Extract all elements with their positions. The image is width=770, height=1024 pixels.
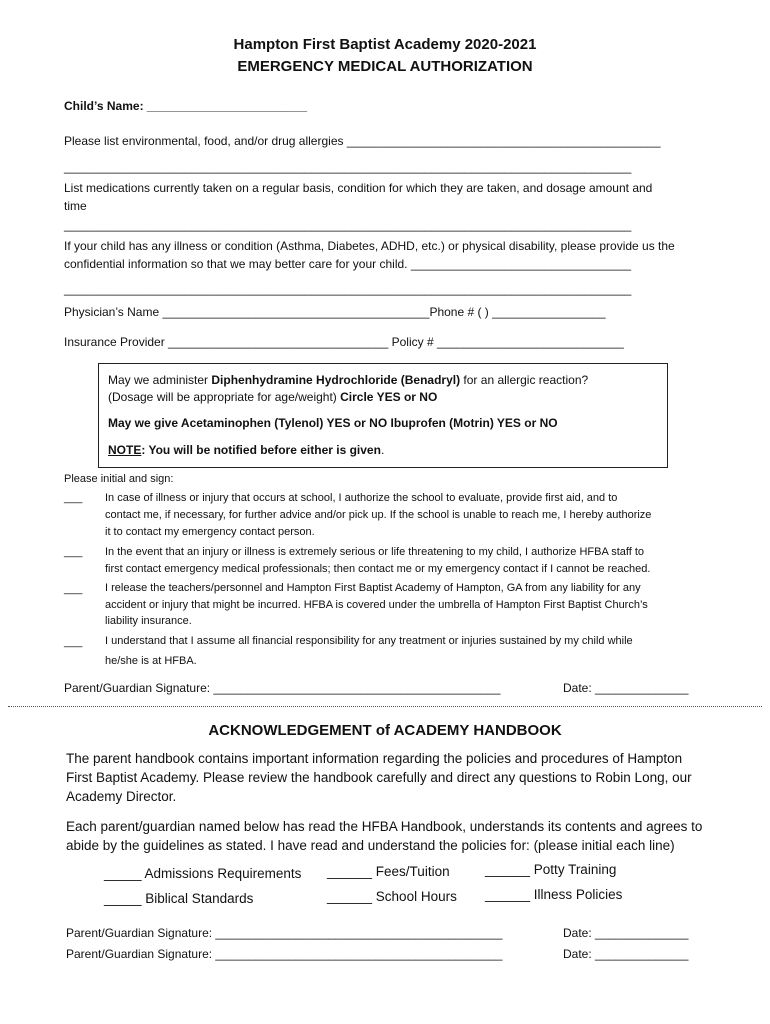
consent-4-line-2: he/she is at HFBA. [105, 655, 197, 667]
policy-fees-tuition[interactable]: ______ Fees/Tuition [327, 864, 450, 879]
policy-biblical-standards[interactable]: _____ Biblical Standards [104, 891, 254, 906]
illness-line-3[interactable]: _____________________________________________________________________________________ [64, 282, 632, 296]
guardian-signature-field-3[interactable]: Parent/Guardian Signature: ___________________________________________ [66, 947, 503, 961]
benadryl-name: Diphenhydramine Hydrochloride (Benadryl) [211, 373, 461, 387]
consent-1-line-1: In case of illness or injury that occurs at school, I authorize the school to evaluate, provide first aid, and to [105, 492, 618, 504]
consent-3-line-2: accident or injury that might be incurred. HFBA is covered under the umbrella of Hampton First Baptist Church’s [105, 599, 648, 611]
initial-blank-1[interactable]: ___ [64, 492, 83, 504]
consent-2-line-2: first contact emergency medical professionals; then contact me or my emergency contact if I cannot be reached. [105, 563, 651, 575]
illness-field[interactable]: confidential information so that we may better care for your child. _________________________________ [64, 257, 632, 271]
benadryl-dosage: (Dosage will be appropriate for age/weight) Circle YES or NO [108, 390, 438, 404]
child-name-field[interactable]: Child’s Name: ________________________ [64, 99, 308, 113]
handbook-para-2-line-2: abide by the guidelines as stated. I have read and understand the policies for: (please initial each line) [66, 838, 675, 853]
allergies-line-2[interactable]: _____________________________________________________________________________________ [64, 160, 632, 174]
guardian-signature-field-2[interactable]: Parent/Guardian Signature: ___________________________________________ [66, 926, 503, 940]
consent-2-line-1: In the event that an injury or illness is extremely serious or life threatening to my child, I authorize HFBA staff to [105, 546, 645, 558]
initial-heading: Please initial and sign: [64, 473, 174, 485]
signature-date-field-3[interactable]: Date: ______________ [563, 947, 689, 961]
form-subtitle: EMERGENCY MEDICAL AUTHORIZATION [237, 58, 533, 75]
consent-3-line-1: I release the teachers/personnel and Hampton First Baptist Academy of Hampton, GA from any liability for any [105, 582, 641, 594]
consent-4-line-1: I understand that I assume all financial responsibility for any treatment or injuries sustained by my child while [105, 635, 633, 647]
handbook-para-2-line-1: Each parent/guardian named below has read the HFBA Handbook, understands its contents and agrees to [66, 819, 703, 834]
notification-note: NOTE: You will be notified before either is given. [108, 443, 385, 457]
policy-admissions[interactable]: _____ Admissions Requirements [104, 866, 302, 881]
illness-prompt: If your child has any illness or condition (Asthma, Diabetes, ADHD, etc.) or physical disability, please provide us the [64, 239, 675, 253]
physician-field[interactable]: Physician’s Name ________________________________________Phone # ( ) _________________ [64, 305, 606, 319]
policy-potty-training[interactable]: ______ Potty Training [485, 862, 617, 877]
initial-blank-4[interactable]: ___ [64, 636, 83, 648]
handbook-para-1-line-2: First Baptist Academy. Please review the handbook carefully and direct any questions to Robin Long, our [66, 770, 692, 785]
guardian-signature-field[interactable]: Parent/Guardian Signature: ___________________________________________ [64, 681, 501, 695]
medications-prompt-cont: time [64, 199, 87, 213]
medications-field[interactable]: _____________________________________________________________________________________ [64, 218, 632, 232]
signature-date-field[interactable]: Date: ______________ [563, 681, 689, 695]
allergies-field[interactable]: Please list environmental, food, and/or drug allergies _______________________________________________ [64, 134, 661, 148]
initial-blank-3[interactable]: ___ [64, 583, 83, 595]
consent-1-line-2: contact me, if necessary, for further advice and/or pick up. If the school is unable to reach me, I hereby authorize [105, 509, 652, 521]
note-label: NOTE [108, 443, 142, 457]
handbook-title: ACKNOWLEDGEMENT of ACADEMY HANDBOOK [208, 722, 562, 739]
initial-blank-2[interactable]: ___ [64, 546, 83, 558]
tylenol-motrin-question[interactable]: May we give Acetaminophen (Tylenol) YES or NO Ibuprofen (Motrin) YES or NO [108, 416, 558, 430]
policy-school-hours[interactable]: ______ School Hours [327, 889, 457, 904]
handbook-para-1-line-1: The parent handbook contains important information regarding the policies and procedures of Hampton [66, 751, 683, 766]
section-divider [8, 706, 762, 707]
policy-illness[interactable]: ______ Illness Policies [485, 887, 623, 902]
benadryl-yes-no[interactable]: Circle YES or NO [340, 390, 438, 404]
consent-1-line-3: it to contact my emergency contact person. [105, 526, 315, 538]
medications-prompt: List medications currently taken on a regular basis, condition for which they are taken, and dosage amount and [64, 181, 653, 195]
consent-3-line-3: liability insurance. [105, 615, 192, 627]
form-title: Hampton First Baptist Academy 2020-2021 [233, 36, 537, 53]
benadryl-question: May we administer Diphenhydramine Hydrochloride (Benadryl) for an allergic reaction? [108, 373, 589, 387]
insurance-field[interactable]: Insurance Provider _________________________________ Policy # ____________________________ [64, 335, 624, 349]
signature-date-field-2[interactable]: Date: ______________ [563, 926, 689, 940]
handbook-para-1-line-3: Academy Director. [66, 789, 177, 804]
